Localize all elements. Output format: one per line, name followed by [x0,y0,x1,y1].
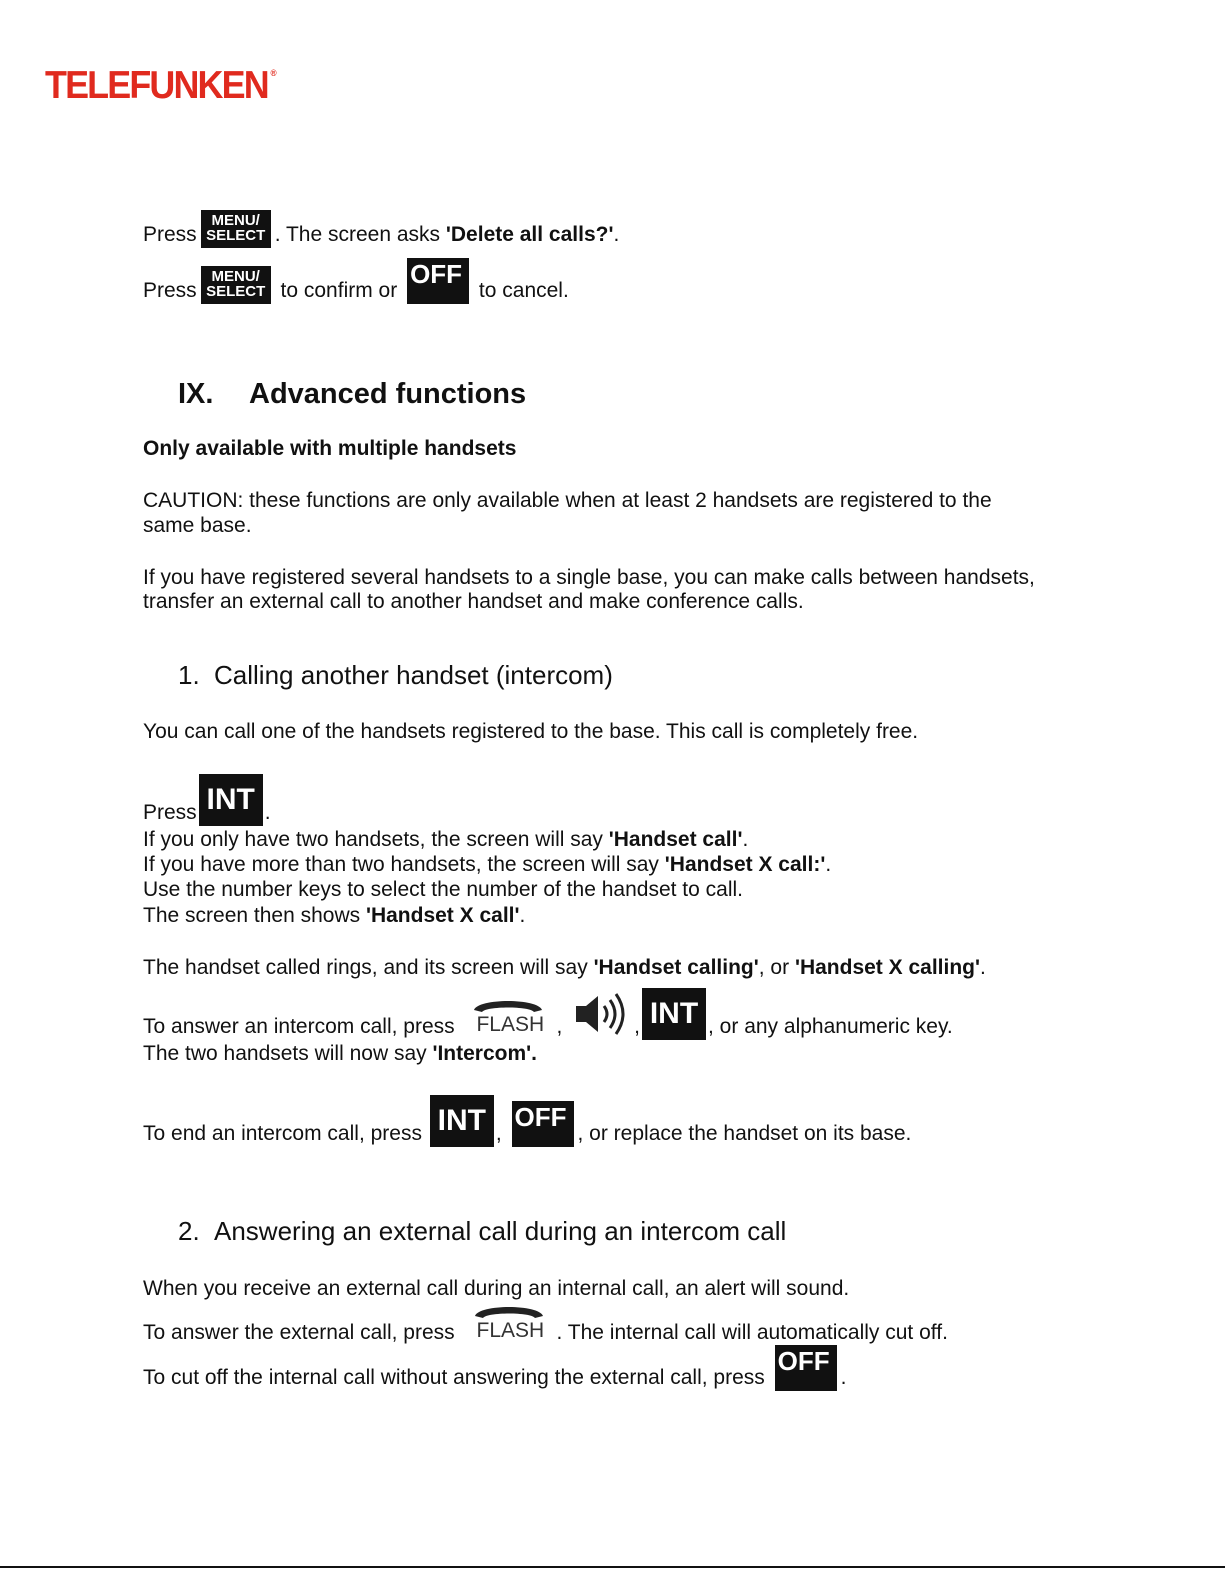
handset-icon [473,1300,545,1320]
delete-line-2: Press MENU/ SELECT to confirm or OFF to cancel. [143,259,569,302]
sub1-line-2: If you only have two handsets, the screen will say 'Handset call'. [143,828,749,851]
sub1-line-4: Use the number keys to select the number of the handset to call. [143,878,743,901]
sub1-paragraph: You can call one of the handsets registered to the base. This call is completely free. [143,720,919,743]
sub1-line-6: The handset called rings, and its screen will say 'Handset calling', or 'Handset X calling'. [143,956,986,979]
answer-external-line: To answer the external call, press FLASH . The internal call will automatically cut off. [143,1300,948,1346]
off-key-icon: OFF [512,1101,574,1147]
page-bottom-rule [0,1566,1225,1568]
off-key-icon: OFF [775,1345,837,1391]
subsection-1-heading: 1. Calling another handset (intercom) [178,660,613,690]
press-int-line: Press INT . [143,774,271,826]
flash-key-icon: FLASH [468,994,548,1040]
int-key-icon: INT [199,774,263,826]
section-subtitle: Only available with multiple handsets [143,437,517,460]
intro-line-1: If you have registered several handsets to a single base, you can make calls between handsets, [143,566,1035,589]
cut-off-line: To cut off the internal call without answering the external call, press OFF. [143,1346,847,1389]
flash-key-icon: FLASH [469,1300,549,1346]
off-key-icon: OFF [407,258,469,304]
intercom-line: The two handsets will now say 'Intercom'. [143,1042,537,1065]
intro-line-2: transfer an external call to another handset and make conference calls. [143,590,804,613]
telefunken-logo: TELEFUNKEN ® [45,64,277,107]
menu-select-key-icon: MENU/ SELECT [201,210,271,248]
caution-line-2: same base. [143,514,252,537]
int-key-icon: INT [642,988,706,1040]
int-key-icon: INT [430,1095,494,1147]
sub1-line-5: The screen then shows 'Handset X call'. [143,904,526,927]
end-intercom-line: To end an intercom call, press INT , OFF, or replace the handset on its base. [143,1095,911,1147]
answer-intercom-line: To answer an intercom call, press FLASH , , INT , or any alphanumeric key. [143,988,953,1040]
speaker-icon [572,988,630,1040]
sub2-paragraph: When you receive an external call during an internal call, an alert will sound. [143,1277,850,1300]
menu-select-key-icon: MENU/ SELECT [201,266,271,304]
subsection-2-heading: 2. Answering an external call during an intercom call [178,1216,787,1246]
caution-line-1: CAUTION: these functions are only available when at least 2 handsets are registered to the [143,489,992,512]
sub1-line-3: If you have more than two handsets, the screen will say 'Handset X call:'. [143,853,832,876]
delete-line-1: Press MENU/ SELECT . The screen asks 'Delete all calls?'. [143,212,620,246]
section-heading: IX. Advanced functions [178,378,527,410]
handset-icon [472,994,544,1014]
